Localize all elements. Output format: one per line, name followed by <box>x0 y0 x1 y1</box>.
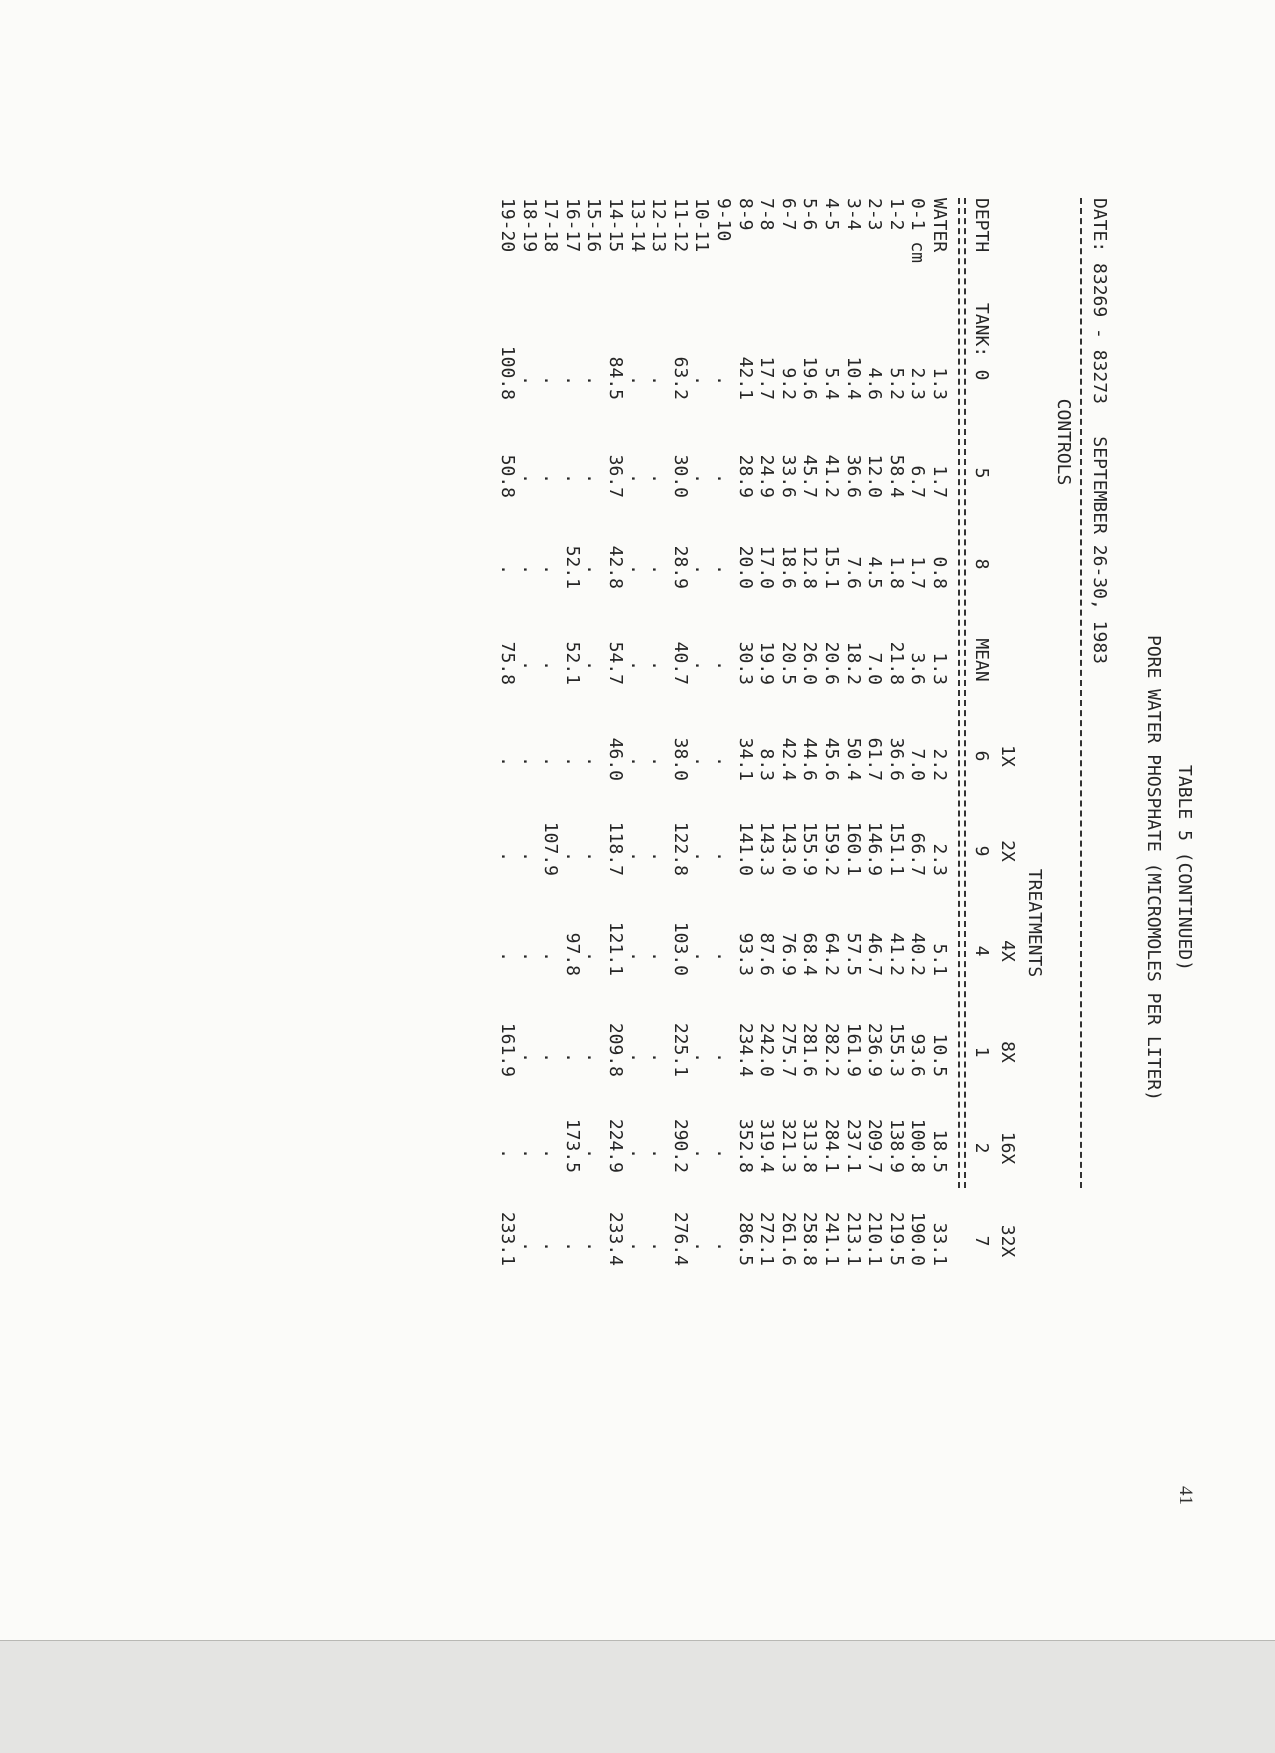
table-cell: 41.2 <box>821 454 842 498</box>
table-cell: 41.2 <box>885 932 907 976</box>
table-cell: . <box>518 375 540 386</box>
table-cell: . <box>540 375 562 386</box>
table-cell: . <box>691 951 713 962</box>
table-cell: . <box>561 375 583 386</box>
table-cell: . <box>648 1241 670 1252</box>
table-cell: 4.6 <box>864 367 886 400</box>
table-cell: . <box>497 1148 518 1159</box>
table-cell: . <box>626 473 648 484</box>
table-cell: 352.8 <box>734 1118 756 1173</box>
table-cell: 146.9 <box>864 821 886 876</box>
table-cell: 5.2 <box>885 367 907 400</box>
table-cell: 313.8 <box>799 1118 821 1173</box>
table-cell: . <box>648 660 670 671</box>
table-cell: 0.8 <box>929 556 950 589</box>
table-cell: . <box>648 375 670 386</box>
row-depth-label: 19-20 <box>497 198 518 253</box>
table-cell: 97.8 <box>561 932 583 976</box>
table-cell: 68.4 <box>799 932 821 976</box>
row-depth-label: 1-2 <box>885 198 907 231</box>
table-cell: . <box>583 1052 605 1063</box>
table-cell: 38.0 <box>669 737 691 781</box>
table-cell: 63.2 <box>669 356 691 400</box>
table-cell: 15.1 <box>821 545 842 589</box>
table-cell: 209.8 <box>605 1022 626 1077</box>
table-cell: 1.7 <box>929 465 950 498</box>
table-cell: . <box>540 564 562 575</box>
row-depth-label: 12-13 <box>648 198 670 253</box>
table-cell: 213.1 <box>842 1211 864 1266</box>
table-cell: 290.2 <box>669 1118 691 1173</box>
row-depth-label: 6-7 <box>777 198 799 231</box>
rotated-table-page <box>200 143 1200 1593</box>
table-cell: . <box>518 851 540 862</box>
table-cell: 286.5 <box>734 1211 756 1266</box>
row-depth-label: 7-8 <box>756 198 778 231</box>
table-cell: 241.1 <box>821 1211 842 1266</box>
table-cell: . <box>561 1241 583 1252</box>
header-rule-1 <box>964 198 966 1188</box>
column-tank-label: 1 <box>971 1046 992 1058</box>
table-cell: 30.3 <box>734 641 756 685</box>
table-cell: 258.8 <box>799 1211 821 1266</box>
table-cell: 45.7 <box>799 454 821 498</box>
table-cell: 209.7 <box>864 1118 886 1173</box>
table-cell: . <box>691 851 713 862</box>
table-cell: 36.6 <box>885 737 907 781</box>
date-line: DATE: 83269 - 83273 SEPTEMBER 26-30, 1983 <box>1089 198 1110 664</box>
table-cell: 93.6 <box>907 1033 929 1077</box>
table-cell: 45.6 <box>821 737 842 781</box>
table-cell: . <box>691 756 713 767</box>
table-cell: 3.6 <box>907 652 929 685</box>
table-cell: 143.0 <box>777 821 799 876</box>
table-cell: 21.8 <box>885 641 907 685</box>
table-cell: 276.4 <box>669 1211 691 1266</box>
table-cell: 42.1 <box>734 356 756 400</box>
table-cell: 160.1 <box>842 821 864 876</box>
table-cell: . <box>540 1148 562 1159</box>
table-cell: 87.6 <box>756 932 778 976</box>
table-cell: 61.7 <box>864 737 886 781</box>
table-cell: 40.2 <box>907 932 929 976</box>
table-cell: 17.0 <box>756 545 778 589</box>
table-cell: 8.3 <box>756 748 778 781</box>
table-cell: 242.0 <box>756 1022 778 1077</box>
table-cell: 64.2 <box>821 932 842 976</box>
header-rule-2 <box>958 198 960 1188</box>
table-cell: . <box>713 1148 734 1159</box>
table-cell: 173.5 <box>561 1118 583 1173</box>
column-treatment-label: 32X <box>997 1224 1018 1258</box>
table-cell: 20.6 <box>821 641 842 685</box>
row-depth-label: 17-18 <box>540 198 562 253</box>
table-cell: 281.6 <box>799 1022 821 1077</box>
column-tank-label: 4 <box>971 945 992 957</box>
column-treatment-label: 16X <box>997 1131 1018 1165</box>
table-cell: 210.1 <box>864 1211 886 1266</box>
table-cell: . <box>561 851 583 862</box>
table-cell: . <box>691 660 713 671</box>
table-cell: 237.1 <box>842 1118 864 1173</box>
table-cell: . <box>583 564 605 575</box>
row-depth-label: 13-14 <box>626 198 648 253</box>
table-cell: 234.4 <box>734 1022 756 1077</box>
table-cell: 233.1 <box>497 1211 518 1266</box>
table-cell: . <box>583 473 605 484</box>
table-cell: 151.1 <box>885 821 907 876</box>
table-cell: 6.7 <box>907 465 929 498</box>
table-cell: 46.7 <box>864 932 886 976</box>
table-title: TABLE 5 (CONTINUED) <box>1174 765 1195 971</box>
table-cell: . <box>713 564 734 575</box>
table-cell: 107.9 <box>540 821 562 876</box>
row-depth-label: 3-4 <box>842 198 864 231</box>
table-cell: . <box>691 1148 713 1159</box>
row-depth-label: 15-16 <box>583 198 605 253</box>
table-cell: . <box>497 564 518 575</box>
table-cell: 33.6 <box>777 454 799 498</box>
table-cell: 17.7 <box>756 356 778 400</box>
table-cell: 2.3 <box>929 843 950 876</box>
table-cell: 225.1 <box>669 1022 691 1077</box>
table-cell: 54.7 <box>605 641 626 685</box>
table-cell: 118.7 <box>605 821 626 876</box>
table-cell: 19.9 <box>756 641 778 685</box>
table-cell: . <box>626 1052 648 1063</box>
column-tank-label: 7 <box>971 1235 992 1247</box>
page-number: 41 <box>1175 1486 1196 1505</box>
table-cell: . <box>583 951 605 962</box>
table-cell: . <box>518 564 540 575</box>
table-cell: . <box>540 951 562 962</box>
table-cell: 10.5 <box>929 1033 950 1077</box>
table-cell: . <box>713 473 734 484</box>
table-cell: 66.7 <box>907 832 929 876</box>
table-cell: 57.5 <box>842 932 864 976</box>
table-cell: 284.1 <box>821 1118 842 1173</box>
table-cell: . <box>713 951 734 962</box>
table-cell: 40.7 <box>669 641 691 685</box>
table-cell: . <box>540 1052 562 1063</box>
table-cell: 319.4 <box>756 1118 778 1173</box>
table-cell: . <box>583 660 605 671</box>
table-cell: 19.6 <box>799 356 821 400</box>
table-cell: 321.3 <box>777 1118 799 1173</box>
controls-heading: CONTROLS <box>1053 398 1074 486</box>
table-cell: . <box>713 1052 734 1063</box>
table-cell: 84.5 <box>605 356 626 400</box>
table-cell: 138.9 <box>885 1118 907 1173</box>
table-cell: 5.1 <box>929 943 950 976</box>
table-cell: 26.0 <box>799 641 821 685</box>
row-depth-label: WATER <box>929 198 950 253</box>
table-cell: . <box>626 564 648 575</box>
table-cell: 224.9 <box>605 1118 626 1173</box>
row-depth-label: 10-11 <box>691 198 713 253</box>
table-cell: . <box>713 851 734 862</box>
row-depth-label: 8-9 <box>734 198 756 231</box>
column-tank-label: 6 <box>971 750 992 762</box>
table-cell: . <box>713 375 734 386</box>
column-tank-label: MEAN <box>971 638 992 682</box>
column-tank-label: 0 <box>971 369 992 381</box>
table-cell: 1.3 <box>929 652 950 685</box>
table-cell: . <box>691 564 713 575</box>
table-cell: 36.7 <box>605 454 626 498</box>
table-cell: . <box>518 660 540 671</box>
row-depth-label: 14-15 <box>605 198 626 253</box>
table-cell: 7.0 <box>864 652 886 685</box>
table-cell: . <box>518 951 540 962</box>
tank-heading: TANK: <box>971 303 992 358</box>
table-cell: 2.2 <box>929 748 950 781</box>
table-cell: . <box>518 1052 540 1063</box>
table-cell: . <box>626 951 648 962</box>
table-cell: 46.0 <box>605 737 626 781</box>
table-cell: 42.8 <box>605 545 626 589</box>
table-cell: 76.9 <box>777 932 799 976</box>
table-cell: . <box>648 951 670 962</box>
row-depth-label: 4-5 <box>821 198 842 231</box>
row-depth-label: 18-19 <box>518 198 540 253</box>
table-cell: . <box>713 1241 734 1252</box>
table-cell: 103.0 <box>669 921 691 976</box>
table-cell: 161.9 <box>497 1022 518 1077</box>
table-cell: 28.9 <box>669 545 691 589</box>
table-cell: 93.3 <box>734 932 756 976</box>
table-cell: 44.6 <box>799 737 821 781</box>
table-cell: 34.1 <box>734 737 756 781</box>
table-cell: 2.3 <box>907 367 929 400</box>
table-cell: . <box>648 473 670 484</box>
table-cell: . <box>497 951 518 962</box>
table-cell: 121.1 <box>605 921 626 976</box>
table-cell: . <box>583 375 605 386</box>
table-cell: 233.4 <box>605 1211 626 1266</box>
table-cell: 50.4 <box>842 737 864 781</box>
table-cell: . <box>561 473 583 484</box>
column-treatment-label: 4X <box>997 940 1018 962</box>
table-cell: 52.1 <box>561 545 583 589</box>
table-cell: 155.3 <box>885 1022 907 1077</box>
table-cell: . <box>626 756 648 767</box>
table-cell: . <box>713 660 734 671</box>
table-cell: . <box>691 375 713 386</box>
table-cell: 36.6 <box>842 454 864 498</box>
table-cell: 42.4 <box>777 737 799 781</box>
table-cell: 24.9 <box>756 454 778 498</box>
table-cell: 155.9 <box>799 821 821 876</box>
table-cell: . <box>691 473 713 484</box>
table-cell: . <box>561 1052 583 1063</box>
table-cell: 122.8 <box>669 821 691 876</box>
table-cell: . <box>583 756 605 767</box>
row-depth-label: 5-6 <box>799 198 821 231</box>
column-treatment-label: 1X <box>997 745 1018 767</box>
table-cell: 18.6 <box>777 545 799 589</box>
table-cell: 275.7 <box>777 1022 799 1077</box>
column-tank-label: 9 <box>971 845 992 857</box>
table-cell: 50.8 <box>497 454 518 498</box>
table-cell: . <box>497 851 518 862</box>
table-cell: 7.0 <box>907 748 929 781</box>
table-cell: 9.2 <box>777 367 799 400</box>
table-cell: . <box>518 1148 540 1159</box>
table-cell: 75.8 <box>497 641 518 685</box>
row-depth-label: 2-3 <box>864 198 886 231</box>
table-cell: . <box>540 660 562 671</box>
table-cell: 143.3 <box>756 821 778 876</box>
row-depth-label: 0-1 cm <box>907 198 929 264</box>
table-cell: 33.1 <box>929 1222 950 1266</box>
table-cell: 18.5 <box>929 1129 950 1173</box>
table-cell: . <box>691 1052 713 1063</box>
table-cell: . <box>626 660 648 671</box>
table-cell: . <box>540 473 562 484</box>
table-cell: . <box>540 1241 562 1252</box>
table-cell: . <box>626 375 648 386</box>
column-tank-label: 8 <box>971 558 992 570</box>
table-cell: 100.8 <box>497 345 518 400</box>
table-cell: 141.0 <box>734 821 756 876</box>
table-cell: . <box>518 756 540 767</box>
table-cell: 272.1 <box>756 1211 778 1266</box>
table-cell: . <box>497 756 518 767</box>
column-treatment-label: 8X <box>997 1041 1018 1063</box>
table-cell: 100.8 <box>907 1118 929 1173</box>
table-cell: 12.8 <box>799 545 821 589</box>
table-cell: . <box>648 756 670 767</box>
table-cell: 52.1 <box>561 641 583 685</box>
table-cell: 190.0 <box>907 1211 929 1266</box>
table-cell: 219.5 <box>885 1211 907 1266</box>
row-depth-label: 11-12 <box>669 198 691 253</box>
table-cell: 236.9 <box>864 1022 886 1077</box>
table-cell: 58.4 <box>885 454 907 498</box>
table-cell: 282.2 <box>821 1022 842 1077</box>
treatments-heading: TREATMENTS <box>1024 868 1045 978</box>
table-subtitle: PORE WATER PHOSPHATE (MICROMOLES PER LITER) <box>1143 635 1164 1101</box>
table-cell: . <box>713 756 734 767</box>
table-cell: . <box>626 1148 648 1159</box>
table-cell: 1.7 <box>907 556 929 589</box>
table-cell: . <box>626 1241 648 1252</box>
table-cell: 28.9 <box>734 454 756 498</box>
row-depth-label: 9-10 <box>713 198 734 242</box>
table-cell: 7.6 <box>842 556 864 589</box>
table-cell: . <box>691 1241 713 1252</box>
depth-heading: DEPTH <box>971 198 992 253</box>
table-cell: 18.2 <box>842 641 864 685</box>
table-cell: . <box>648 1052 670 1063</box>
table-cell: 5.4 <box>821 367 842 400</box>
table-cell: 261.6 <box>777 1211 799 1266</box>
table-cell: 10.4 <box>842 356 864 400</box>
table-cell: 4.5 <box>864 556 886 589</box>
table-cell: . <box>540 756 562 767</box>
column-treatment-label: 2X <box>997 840 1018 862</box>
table-cell: 1.8 <box>885 556 907 589</box>
table-cell: . <box>561 756 583 767</box>
table-cell: 20.0 <box>734 545 756 589</box>
table-cell: 159.2 <box>821 821 842 876</box>
table-cell: . <box>648 564 670 575</box>
table-cell: 161.9 <box>842 1022 864 1077</box>
table-cell: . <box>518 1241 540 1252</box>
column-tank-label: 5 <box>971 467 992 479</box>
table-cell: 20.5 <box>777 641 799 685</box>
table-cell: . <box>583 1241 605 1252</box>
table-cell: 12.0 <box>864 454 886 498</box>
table-cell: 1.3 <box>929 367 950 400</box>
table-cell: . <box>648 1148 670 1159</box>
table-cell: . <box>648 851 670 862</box>
table-cell: . <box>583 1148 605 1159</box>
table-cell: 30.0 <box>669 454 691 498</box>
table-cell: . <box>518 473 540 484</box>
column-tank-label: 2 <box>971 1142 992 1154</box>
table-cell: . <box>583 851 605 862</box>
table-cell: . <box>626 851 648 862</box>
top-rule <box>1080 198 1082 1188</box>
row-depth-label: 16-17 <box>561 198 583 253</box>
